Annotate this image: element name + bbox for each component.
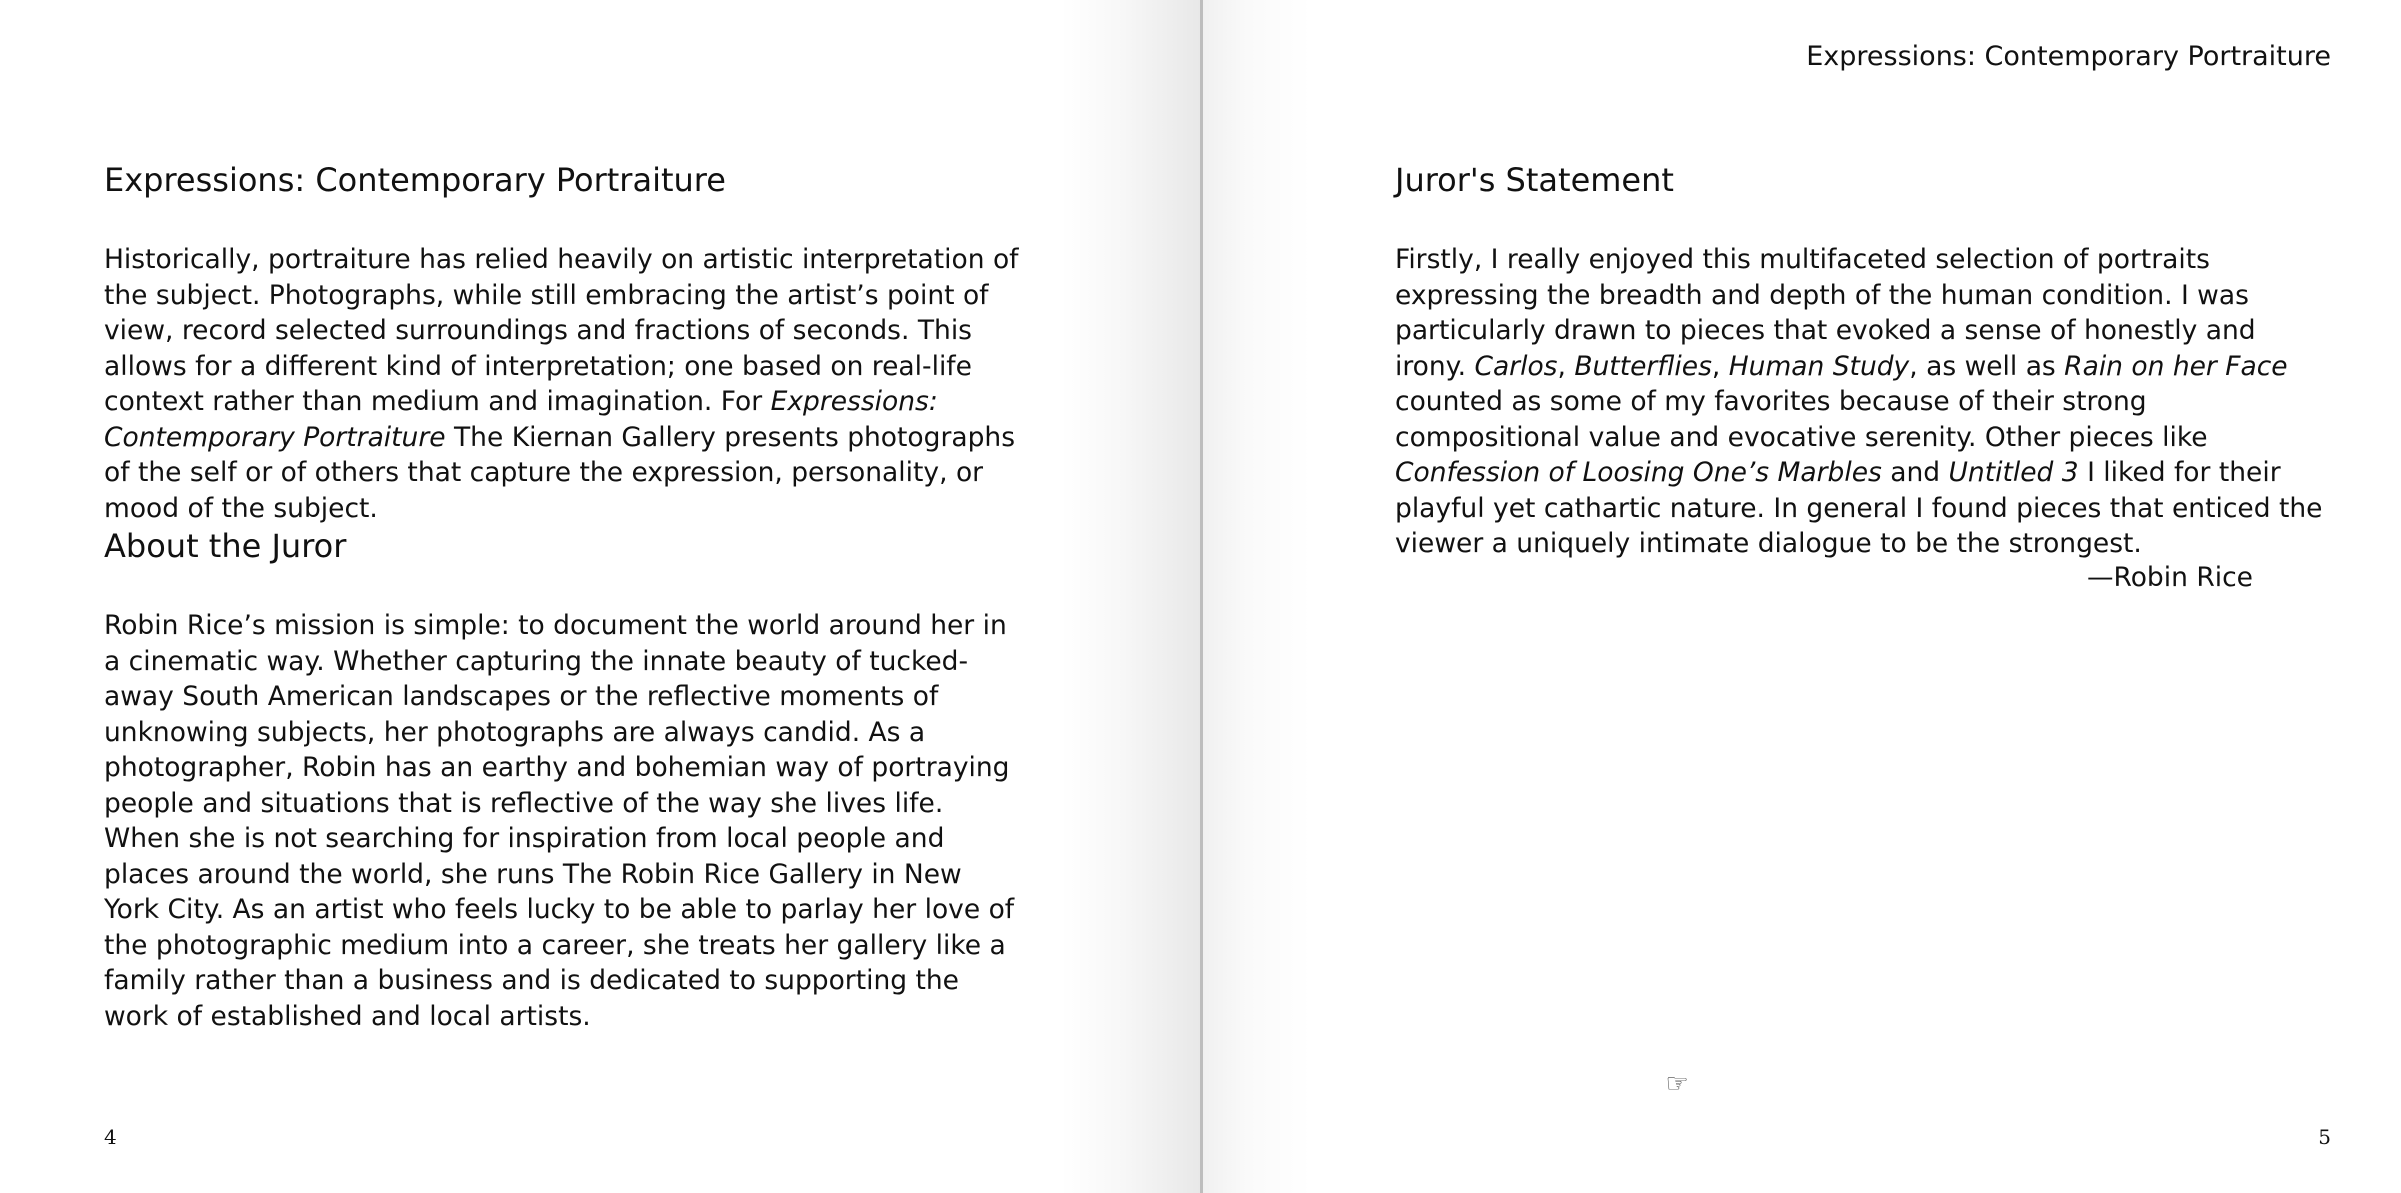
intro-italic-title: Expressions: Contemporary Portraiture [104,386,938,453]
statement-italic-carlos: Carlos [1474,350,1558,382]
juror-bio-paragraph: Robin Rice’s mission is simple: to document the world around her in a cinematic way. Whether capturing the innate beauty of tucked-away South American landscapes or the reflective moments of unknowing subjects, her photographs are always candid. As a photographer, Robin has an earthy and bohemian way of portraying people and situations that is reflective of the way she lives life. When she is not searching for inspiration from local people and places around the world, she runs The Robin Rice Gallery in New York City. As an artist who feels lucky to be able to parlay her love of the photographic medium into a career, she treats her gallery like a family rather than a business and is dedicated to supporting the work of established and local artists. [104,610,1015,1032]
right-page [1202,0,2401,1193]
statement-italic-marbles: Confession of Loosing One’s Marbles [1395,457,1882,488]
gutter-shadow-right [1203,0,1313,1193]
page-number-left: 4 [104,1125,117,1149]
running-head: Expressions: Contemporary Portraiture [1806,41,2331,72]
juror-signature: —Robin Rice [2087,562,2253,593]
statement-text-5: counted as some of my favorites because of their strong compositional value and evocative serenity. Other pieces like [1395,386,2208,453]
statement-text-4: , as well as [1909,350,2065,382]
statement-italic-butterflies: Butterflies [1574,350,1712,382]
intro-text-1: Historically, portraiture has relied heavily on artistic interpretation of the subject. Photographs, while still embracing the artist’s point of view, record selected surroundings and fractions of seconds. This allows for a different kind of interpretation; one based on real-life context rather than medium and imagination. For [104,244,1019,417]
intro-paragraph [104,242,1034,526]
statement-text-7: I liked for their playful yet cathartic nature. In general I found pieces that enticed the viewer a uniquely intimate dialogue to be the strongest. [1395,457,2323,559]
statement-italic-rain: Rain on her Face [2064,350,2288,382]
statement-text-2: , [1557,350,1575,382]
statement-text-6: and [1881,457,1949,488]
page-number-right: 5 [2318,1125,2331,1149]
about-juror-heading: About the Juror [104,527,347,565]
gutter-shadow-left [1060,0,1200,1193]
left-page-title: Expressions: Contemporary Portraiture [104,161,726,199]
statement-text-1: Firstly, I really enjoyed this multifaceted selection of portraits expressing the breadth and depth of the human condition. I was particularly drawn to pieces that evoked a sense of honestly and irony. [1395,244,2256,382]
statement-text-3: , [1711,350,1729,382]
right-page-title: Juror's Statement [1395,161,1674,199]
statement-italic-human-study: Human Study [1728,350,1910,382]
statement-italic-untitled: Untitled 3 [1948,457,2079,488]
pointing-hand-icon: ☞ [1665,1069,1689,1099]
intro-text-2: The Kiernan Gallery presents photographs of the self or of others that capture the expression, personality, or mood of the subject. [104,421,1016,524]
juror-statement-paragraph [1395,242,2330,562]
